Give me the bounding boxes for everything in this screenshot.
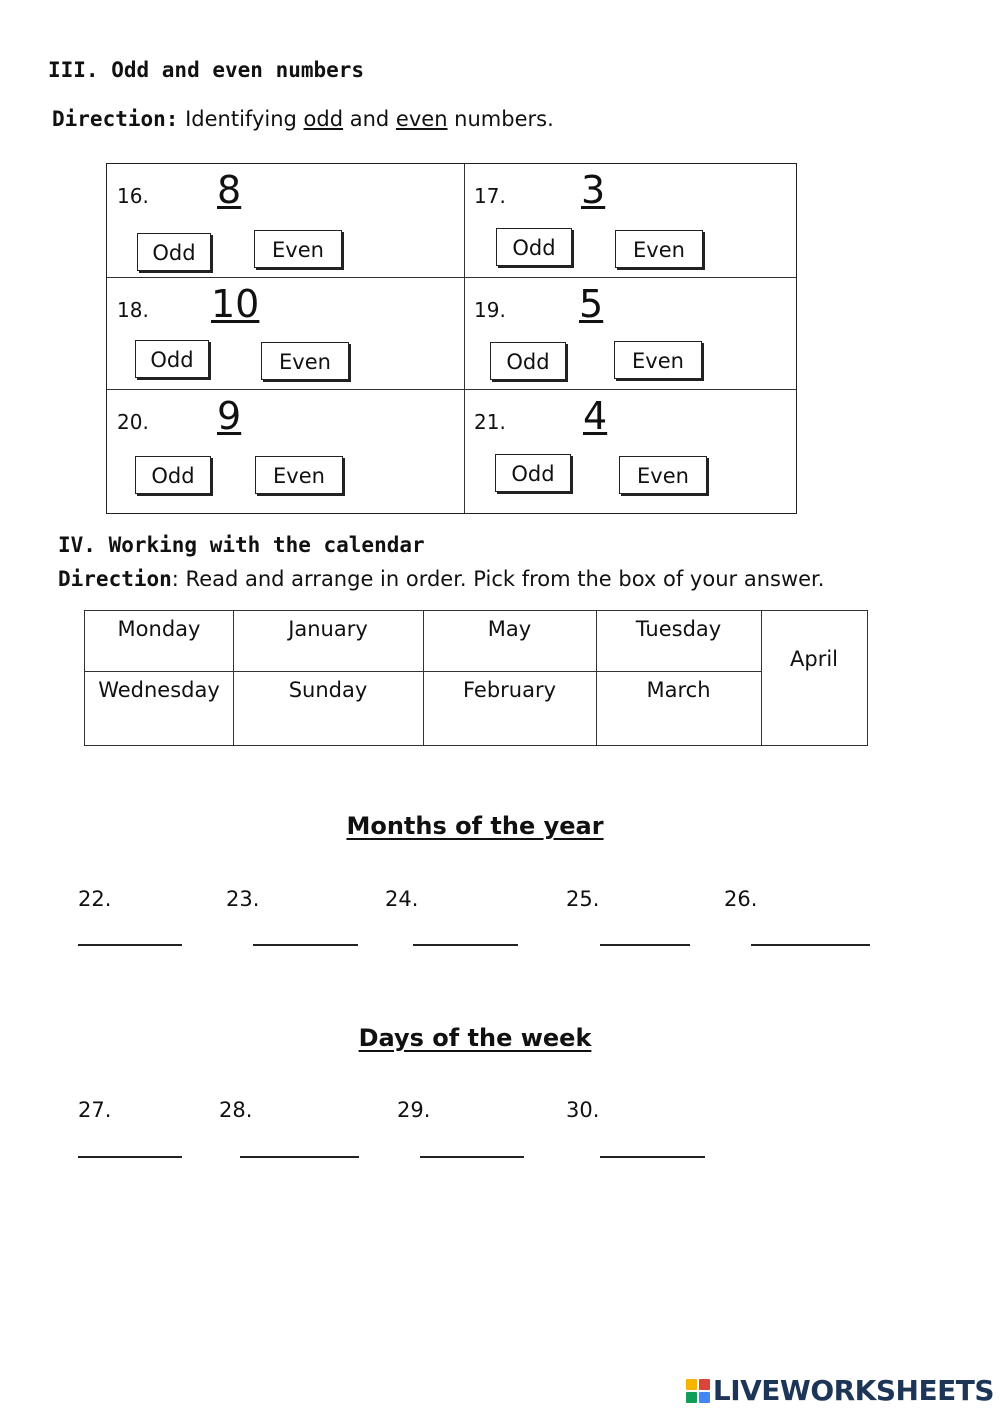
question-cell-16 — [107, 164, 464, 277]
days-heading: Days of the week — [358, 1024, 592, 1052]
answer-number-24: 24. — [385, 887, 419, 911]
liveworksheets-logo — [685, 1374, 994, 1407]
even-option[interactable]: Even — [254, 230, 342, 268]
answer-number-28: 28. — [219, 1098, 253, 1122]
direction-label: Direction: — [52, 107, 179, 131]
answer-blank-22[interactable] — [78, 920, 182, 946]
word-may: May — [487, 617, 532, 641]
question-number: 20. — [117, 410, 149, 434]
word-sunday: Sunday — [288, 678, 368, 702]
odd-option[interactable]: Odd — [496, 228, 572, 266]
odd-option[interactable]: Odd — [135, 340, 209, 378]
answer-blank-28[interactable] — [240, 1132, 359, 1158]
section-3-direction: Direction: Identifying odd and even numbers. — [52, 107, 554, 131]
question-number: 19. — [474, 298, 506, 322]
answer-number-26: 26. — [724, 887, 758, 911]
word-february: February — [462, 678, 557, 702]
question-value: 3 — [581, 168, 606, 212]
even-option[interactable]: Even — [615, 230, 703, 268]
word-january: January — [288, 617, 368, 641]
odd-option[interactable]: Odd — [490, 342, 566, 380]
answer-number-30: 30. — [566, 1098, 600, 1122]
answer-blank-27[interactable] — [78, 1132, 182, 1158]
question-value: 10 — [211, 282, 260, 326]
answer-blank-26[interactable] — [751, 920, 870, 946]
word-april: April — [790, 647, 838, 671]
answer-number-23: 23. — [226, 887, 260, 911]
word-march: March — [646, 678, 711, 702]
odd-option[interactable]: Odd — [137, 233, 211, 271]
months-heading: Months of the year — [346, 812, 604, 840]
question-value: 9 — [217, 394, 242, 438]
answer-blank-24[interactable] — [413, 920, 518, 946]
question-value: 4 — [583, 394, 608, 438]
question-value: 5 — [579, 282, 604, 326]
odd-even-grid — [106, 163, 797, 514]
word-monday: Monday — [117, 617, 201, 641]
question-number: 18. — [117, 298, 149, 322]
answer-number-29: 29. — [397, 1098, 431, 1122]
question-cell-21 — [465, 390, 797, 514]
question-cell-18 — [107, 278, 464, 389]
section-4-direction: Direction: Read and arrange in order. Pick from the box of your answer. — [58, 567, 825, 591]
logo-icon — [685, 1378, 711, 1404]
answer-number-27: 27. — [78, 1098, 112, 1122]
question-cell-19 — [465, 278, 797, 389]
answer-blank-25[interactable] — [600, 920, 690, 946]
answer-blank-29[interactable] — [420, 1132, 524, 1158]
even-option[interactable]: Even — [619, 456, 707, 494]
even-option[interactable]: Even — [255, 456, 343, 494]
logo-text: LIVEWORKSHEETS — [712, 1374, 994, 1407]
answer-blank-23[interactable] — [253, 920, 358, 946]
even-option[interactable]: Even — [614, 341, 702, 379]
answer-number-22: 22. — [78, 887, 112, 911]
question-number: 17. — [474, 184, 506, 208]
section-3-title: III. Odd and even numbers — [48, 58, 365, 82]
section-4-title: IV. Working with the calendar — [58, 533, 425, 557]
question-cell-20 — [107, 390, 464, 514]
question-number: 16. — [117, 184, 149, 208]
answer-blank-30[interactable] — [600, 1132, 705, 1158]
question-cell-17 — [465, 164, 797, 277]
odd-option[interactable]: Odd — [495, 454, 571, 492]
even-option[interactable]: Even — [261, 342, 349, 380]
question-value: 8 — [217, 168, 242, 212]
question-number: 21. — [474, 410, 506, 434]
direction-label: Direction — [58, 567, 172, 591]
answer-number-25: 25. — [566, 887, 600, 911]
word-wednesday: Wednesday — [98, 678, 220, 702]
word-bank — [84, 610, 868, 746]
odd-option[interactable]: Odd — [135, 456, 211, 494]
word-tuesday: Tuesday — [635, 617, 722, 641]
